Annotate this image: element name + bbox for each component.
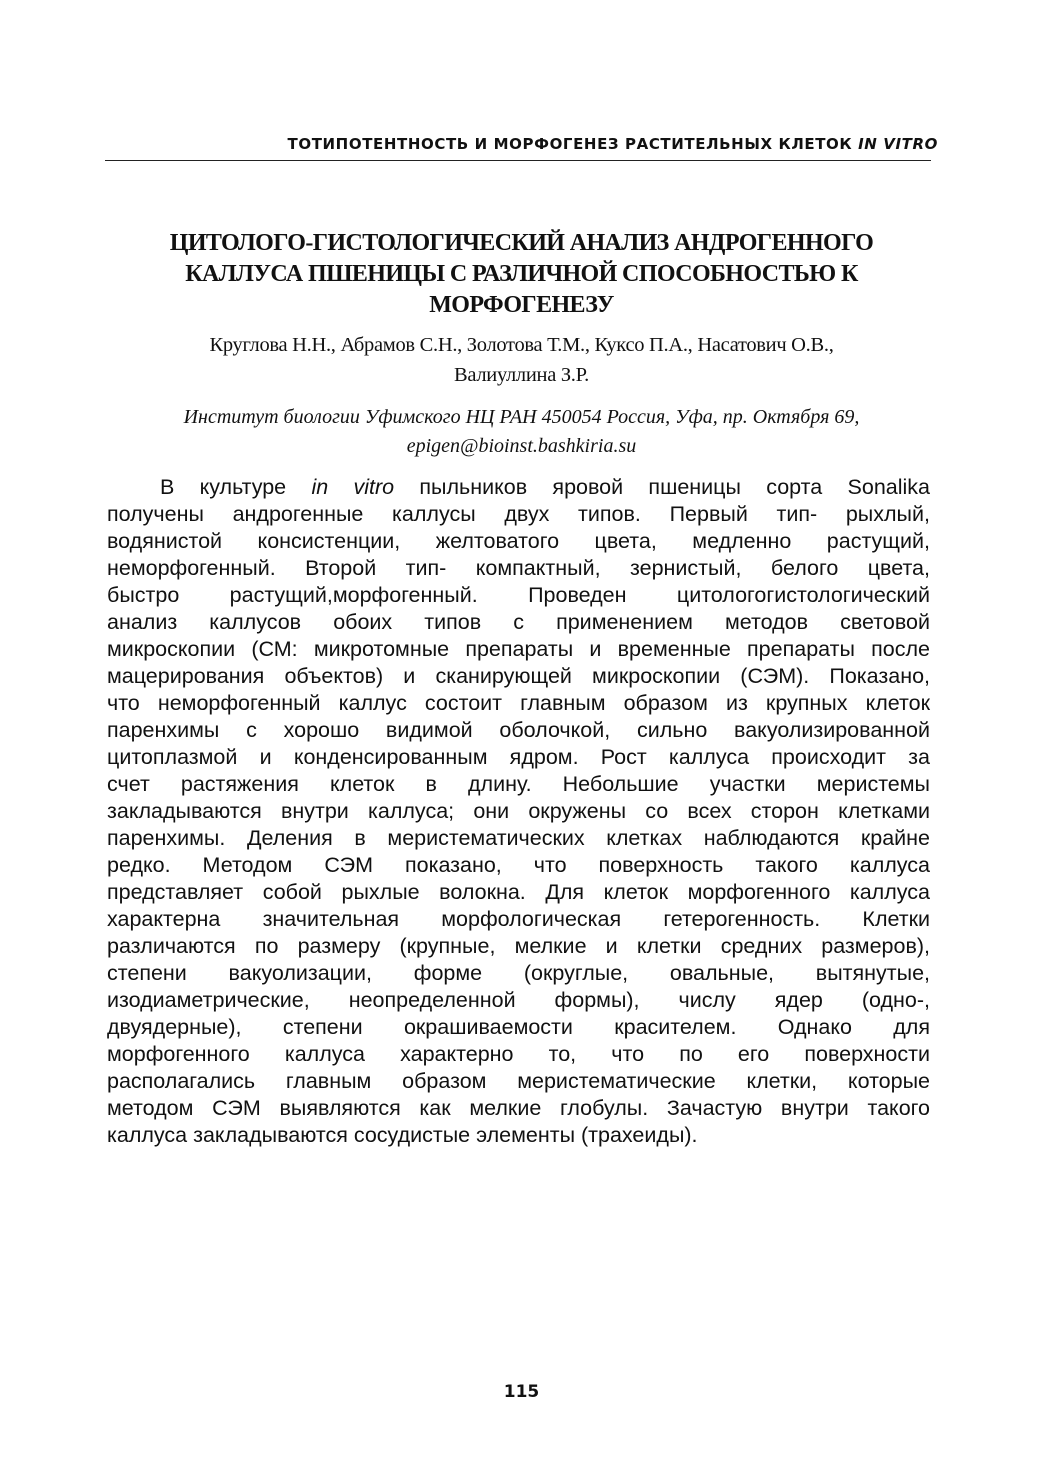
affiliation-email: epigen@bioinst.bashkiria.su [406, 435, 637, 457]
title-line: МОРФОГЕНЕЗУ [429, 292, 614, 318]
body-line: морфогенного каллуса характерно то, что по его поверхности [107, 1042, 930, 1066]
page-number: 115 [503, 1382, 540, 1402]
title-line: КАЛЛУСА ПШЕНИЦЫ С РАЗЛИЧНОЙ СПОСОБНОСТЬЮ К [185, 261, 858, 287]
body-line: паренхимы. Деления в меристематических клетках наблюдаются крайне [107, 826, 930, 850]
body-first-before: В культуре [160, 475, 312, 499]
body-line: цитоплазмой и конденсированным ядром. Рост каллуса происходит за [107, 745, 930, 769]
authors-line: Круглова Н.Н., Абрамов С.Н., Золотова Т.М., Куксо П.А., Насатович О.В., [209, 334, 834, 356]
body-line [107, 474, 930, 501]
body-first-after: пыльников яровой пшеницы сорта Sonalika [394, 475, 930, 499]
body-line: паренхимы с хорошо видимой оболочкой, сильно вакуолизированной [107, 718, 930, 742]
body-line: изодиаметрические, неопределенной формы), числу ядер (одно-, [107, 988, 930, 1012]
body-line: микроскопии (СМ: микротомные препараты и временные препараты после [107, 637, 930, 661]
authors-line: Валиуллина З.Р. [454, 364, 589, 386]
body-line: представляет собой рыхлые волокна. Для клеток морфогенного каллуса [107, 880, 930, 904]
affiliation-line: Институт биологии Уфимского НЦ РАН 450054 Россия, Уфа, пр. Октября 69, [183, 406, 860, 428]
running-header [105, 135, 938, 153]
body-line: методом СЭМ выявляются как мелкие глобулы. Зачастую внутри такого [107, 1096, 930, 1120]
abstract-body [107, 474, 930, 1149]
running-header-text: ТОТИПОТЕНТНОСТЬ И МОРФОГЕНЕЗ РАСТИТЕЛЬНЫХ КЛЕТОК [287, 135, 853, 153]
body-line: неморфогенный. Второй тип- компактный, зернистый, белого цвета, [107, 556, 930, 580]
body-line: получены андрогенные каллусы двух типов. Первый тип- рыхлый, [107, 502, 930, 526]
body-line: анализ каллусов обоих типов с применением методов световой [107, 610, 930, 634]
running-header-italic: IN VITRO [858, 135, 938, 153]
affiliation [110, 403, 933, 461]
body-line: счет растяжения клеток в длину. Небольшие участки меристемы [107, 772, 930, 796]
body-line: располагались главным образом меристематические клетки, которые [107, 1069, 930, 1093]
body-line: редко. Методом СЭМ показано, что поверхность такого каллуса [107, 853, 930, 877]
body-line: мацерирования объектов) и сканирующей микроскопии (СЭМ). Показано, [107, 664, 930, 688]
body-line: что неморфогенный каллус состоит главным образом из крупных клеток [107, 691, 930, 715]
body-line: двуядерные), степени окрашиваемости красителем. Однако для [107, 1015, 930, 1039]
authors [110, 330, 933, 390]
body-line: каллуса закладываются сосудистые элементы (трахеиды). [107, 1123, 698, 1147]
body-line: водянистой консистенции, желтоватого цвета, медленно растущий, [107, 529, 930, 553]
body-line: различаются по размеру (крупные, мелкие и клетки средних размеров), [107, 934, 930, 958]
body-first-italic: in vitro [311, 475, 395, 499]
body-line: степени вакуолизации, форме (округлые, овальные, вытянутые, [107, 961, 930, 985]
header-rule [105, 160, 931, 161]
body-line: характерна значительная морфологическая гетерогенность. Клетки [107, 907, 930, 931]
title-line: ЦИТОЛОГО-ГИСТОЛОГИЧЕСКИЙ АНАЛИЗ АНДРОГЕННОГО [169, 230, 874, 256]
article-title [110, 228, 933, 321]
body-line: закладываются внутри каллуса; они окружены со всех сторон клетками [107, 799, 930, 823]
body-line: быстро растущий,морфогенный. Проведен цитологогистологический [107, 583, 930, 607]
